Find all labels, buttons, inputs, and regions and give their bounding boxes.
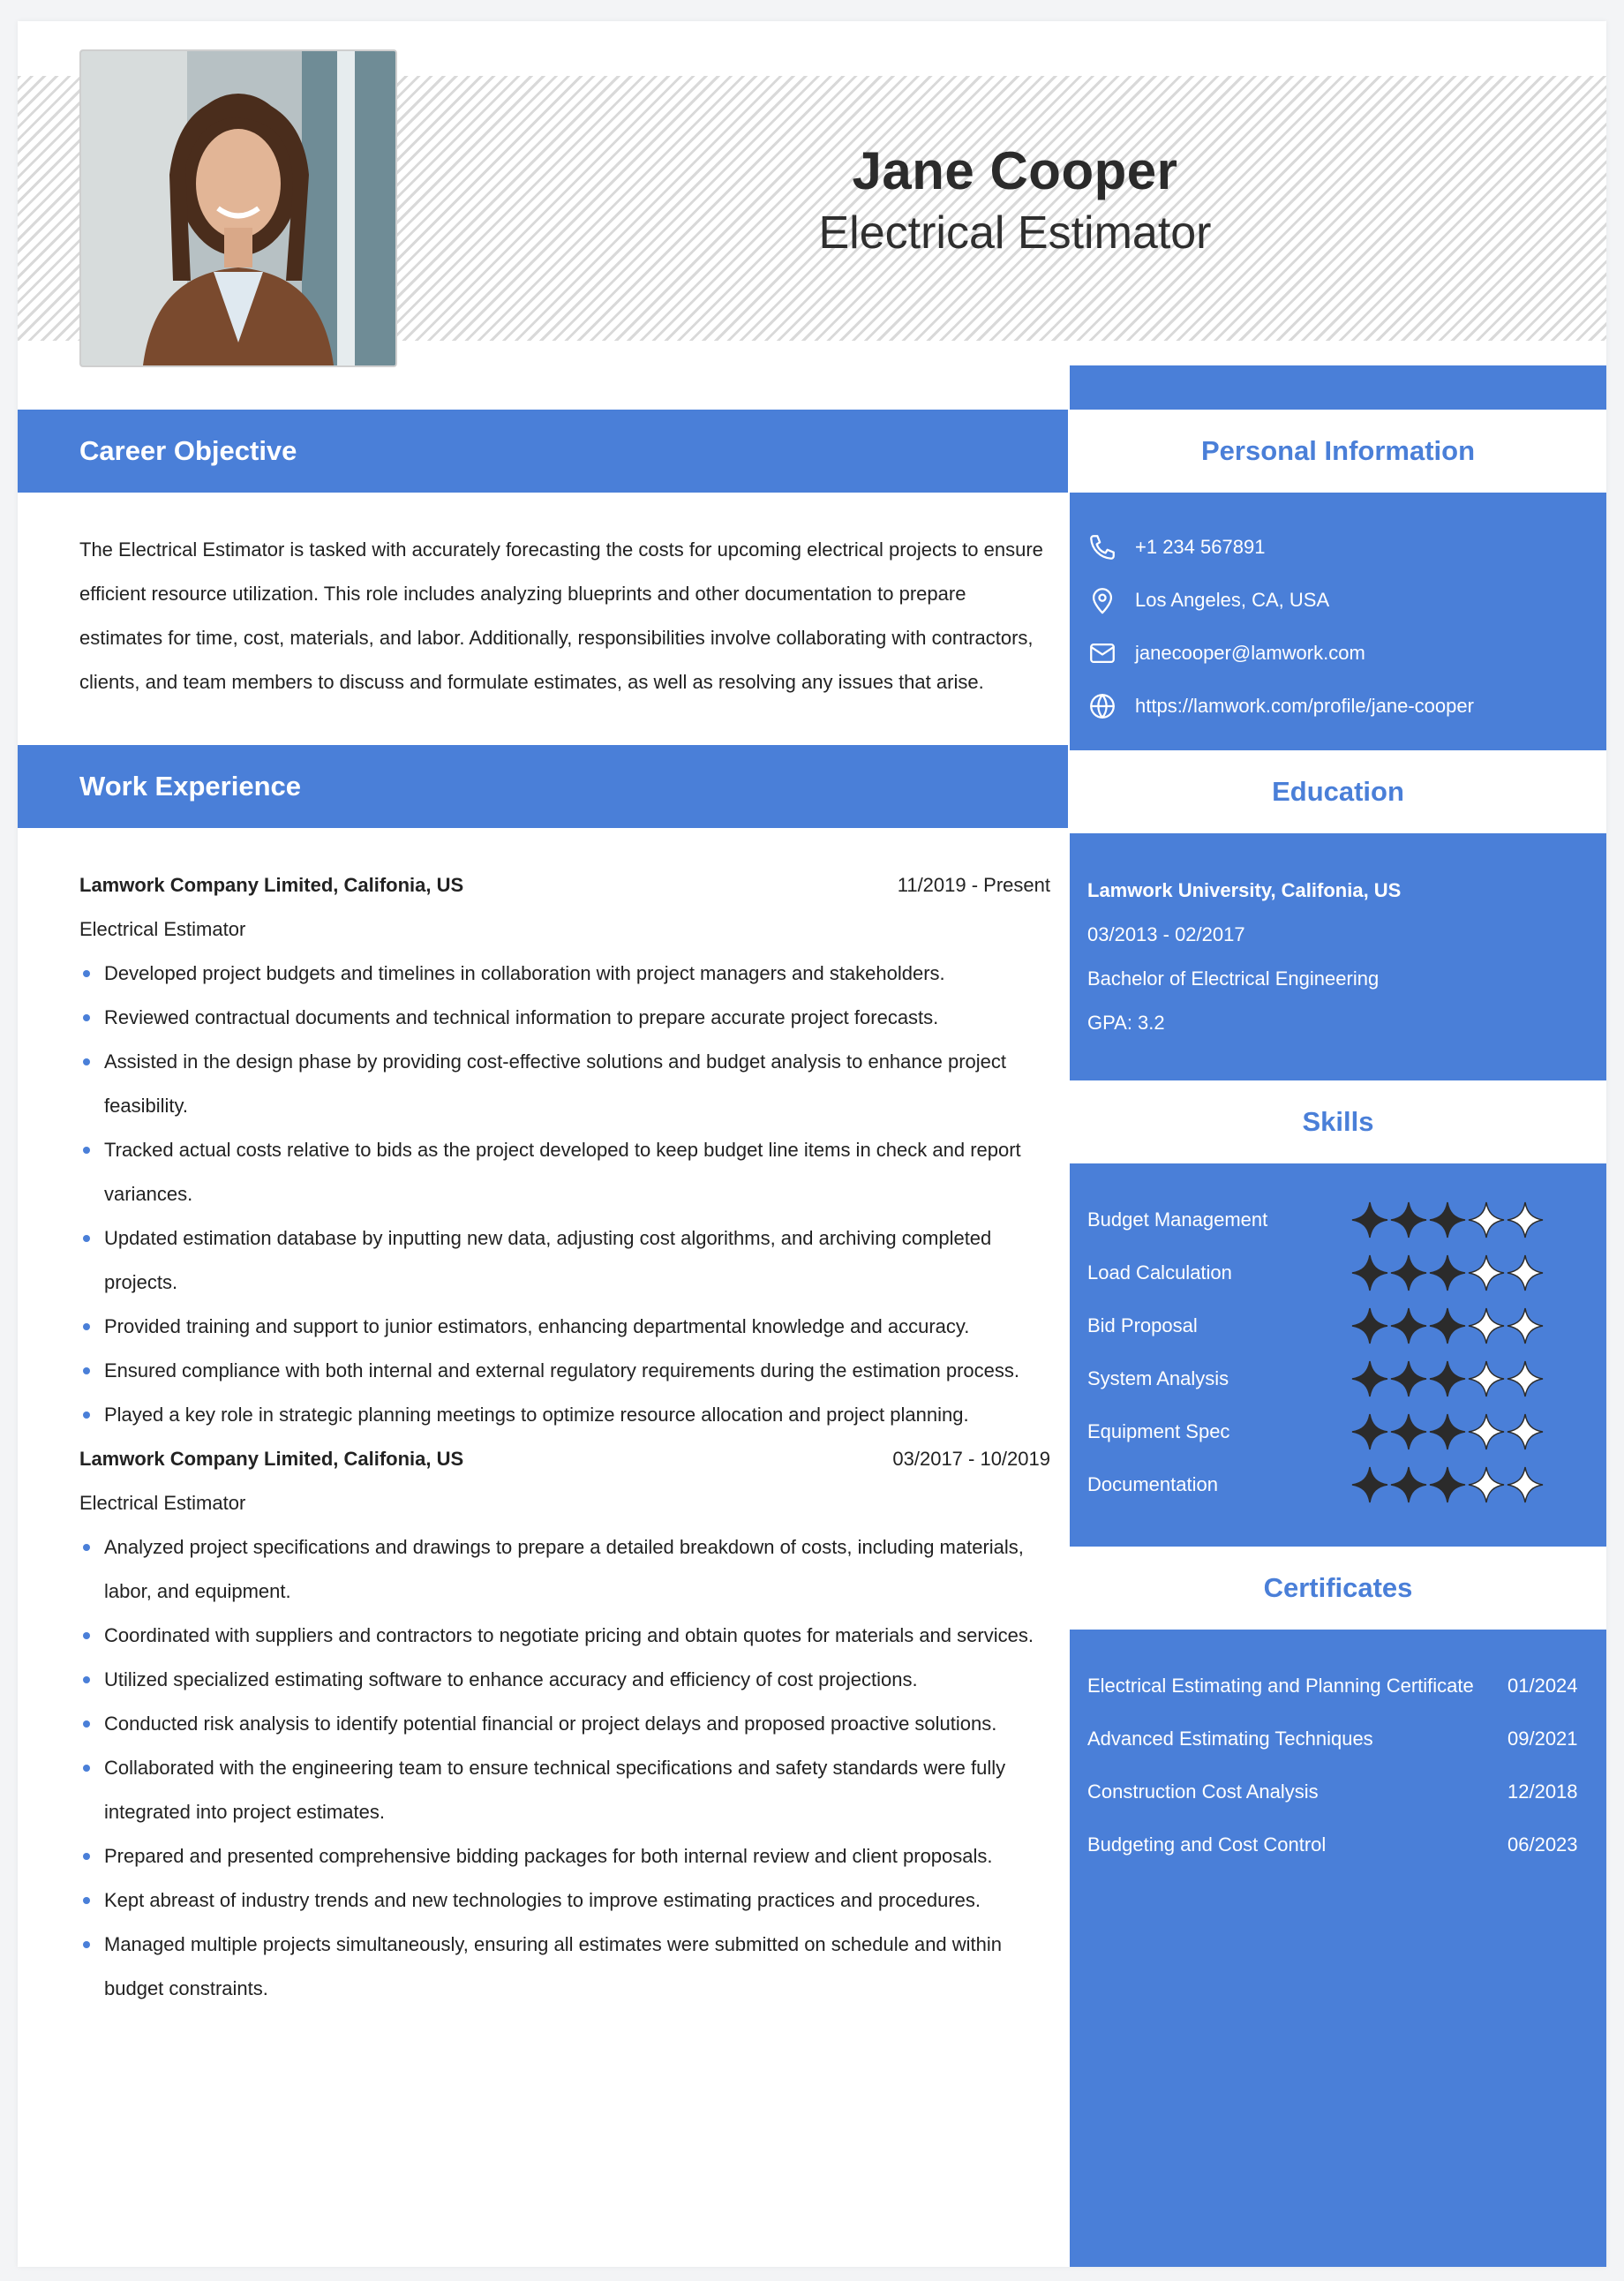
- skill-name: Budget Management: [1087, 1208, 1268, 1231]
- certificate-row: [1087, 1765, 1589, 1818]
- job-company: Lamwork Company Limited, Califonia, US: [79, 874, 464, 896]
- job-bullet: Tracked actual costs relative to bids as the project developed to keep budget line items in check and report variances.: [79, 1128, 1050, 1216]
- job-dates: 03/2017 - 10/2019: [892, 1448, 1050, 1470]
- skill-row: [1087, 1458, 1589, 1511]
- star-filled-icon: [1389, 1465, 1428, 1504]
- skill-row: [1087, 1246, 1589, 1299]
- star-filled-icon: [1350, 1359, 1389, 1398]
- contact-phone: [1087, 521, 1589, 574]
- certificates-heading: Certificates: [1070, 1547, 1606, 1630]
- certificate-name: Electrical Estimating and Planning Certificate: [1087, 1675, 1474, 1697]
- certificate-name: Advanced Estimating Techniques: [1087, 1728, 1373, 1750]
- star-empty-icon: [1506, 1201, 1545, 1239]
- star-filled-icon: [1428, 1306, 1467, 1345]
- email-text[interactable]: janecooper@lamwork.com: [1135, 642, 1365, 664]
- candidate-title: Electrical Estimator: [818, 207, 1212, 259]
- star-filled-icon: [1350, 1306, 1389, 1345]
- star-filled-icon: [1389, 1359, 1428, 1398]
- skill-rating: [1350, 1412, 1545, 1451]
- star-filled-icon: [1350, 1253, 1389, 1292]
- job-bullet: Reviewed contractual documents and technical information to prepare accurate project forecasts.: [79, 996, 1050, 1040]
- career-objective-text: The Electrical Estimator is tasked with accurately forecasting the costs for upcoming electrical projects to ensure efficient resource utilization. This role includes analyzing blueprints and other documentation to prepare estimates for time, cost, materials, and labor. Additionally, responsibilities involve collaborating with contractors, clients, and team members to discuss and formulate estimates, as well as resolving any issues that arise.: [79, 538, 1043, 693]
- job-header: [79, 863, 1050, 907]
- job-header: [79, 1437, 1050, 1481]
- job-bullet: Conducted risk analysis to identify potential financial or project delays and proposed proactive solutions.: [79, 1702, 1050, 1746]
- job-entry: [18, 863, 1068, 1437]
- job-bullet: Kept abreast of industry trends and new technologies to improve estimating practices and procedures.: [79, 1878, 1050, 1923]
- star-empty-icon: [1506, 1359, 1545, 1398]
- education-degree: Bachelor of Electrical Engineering: [1087, 967, 1380, 990]
- job-dates: 11/2019 - Present: [897, 874, 1050, 896]
- skill-row: [1087, 1405, 1589, 1458]
- personal-information-section: [1070, 493, 1606, 750]
- skill-rating: [1350, 1359, 1545, 1398]
- skill-row: [1087, 1193, 1589, 1246]
- star-empty-icon: [1467, 1465, 1506, 1504]
- skills-list: [1070, 1163, 1606, 1547]
- skill-rating: [1350, 1253, 1545, 1292]
- contact-website: [1087, 680, 1589, 733]
- star-filled-icon: [1350, 1465, 1389, 1504]
- candidate-name: Jane Cooper: [852, 141, 1178, 200]
- star-empty-icon: [1467, 1253, 1506, 1292]
- star-filled-icon: [1389, 1253, 1428, 1292]
- star-empty-icon: [1506, 1306, 1545, 1345]
- star-filled-icon: [1350, 1412, 1389, 1451]
- personal-information-heading: Personal Information: [1070, 410, 1606, 493]
- job-bullet: Assisted in the design phase by providing cost-effective solutions and budget analysis to enhance project feasibility.: [79, 1040, 1050, 1128]
- job-role: Electrical Estimator: [79, 918, 246, 940]
- skill-row: [1087, 1352, 1589, 1405]
- skill-row: [1087, 1299, 1589, 1352]
- skill-rating: [1350, 1306, 1545, 1345]
- name-block: [635, 140, 1395, 260]
- star-filled-icon: [1428, 1412, 1467, 1451]
- job-bullet: Utilized specialized estimating software to enhance accuracy and efficiency of cost projections.: [79, 1658, 1050, 1702]
- education-school: Lamwork University, Califonia, US: [1087, 879, 1402, 901]
- skill-name: System Analysis: [1087, 1367, 1229, 1389]
- skill-name: Load Calculation: [1087, 1261, 1232, 1284]
- job-bullet: Played a key role in strategic planning meetings to optimize resource allocation and project planning.: [79, 1393, 1050, 1437]
- star-filled-icon: [1428, 1465, 1467, 1504]
- certificate-date: 01/2024: [1507, 1675, 1578, 1697]
- education-gpa: GPA: 3.2: [1087, 1012, 1165, 1034]
- skill-name: Bid Proposal: [1087, 1314, 1198, 1336]
- job-bullet: Ensured compliance with both internal and external regulatory requirements during the estimation process.: [79, 1349, 1050, 1393]
- work-experience-heading: Work Experience: [18, 745, 1068, 828]
- certificate-row: [1087, 1660, 1589, 1713]
- certificate-name: Construction Cost Analysis: [1087, 1780, 1319, 1803]
- certificate-row: [1087, 1713, 1589, 1765]
- work-experience-list: [18, 828, 1068, 2011]
- main-column: [18, 410, 1068, 2011]
- skill-rating: [1350, 1465, 1545, 1504]
- skill-rating: [1350, 1201, 1545, 1239]
- job-bullet: Developed project budgets and timelines in collaboration with project managers and stakeholders.: [79, 952, 1050, 996]
- job-bullet: Prepared and presented comprehensive bidding packages for both internal review and client proposals.: [79, 1834, 1050, 1878]
- certificates-list: [1070, 1630, 1606, 1898]
- phone-icon: [1087, 532, 1117, 562]
- job-entry: [18, 1437, 1068, 2011]
- job-bullet: Provided training and support to junior estimators, enhancing departmental knowledge and accuracy.: [79, 1305, 1050, 1349]
- resume-page: [18, 21, 1606, 2267]
- certificate-date: 06/2023: [1507, 1833, 1578, 1856]
- job-bullet: Analyzed project specifications and drawings to prepare a detailed breakdown of costs, including materials, labor, and equipment.: [79, 1525, 1050, 1614]
- star-filled-icon: [1428, 1359, 1467, 1398]
- job-role: Electrical Estimator: [79, 1492, 246, 1514]
- star-filled-icon: [1389, 1201, 1428, 1239]
- location-text: Los Angeles, CA, USA: [1135, 589, 1330, 611]
- job-bullet: Updated estimation database by inputting new data, adjusting cost algorithms, and archiving completed projects.: [79, 1216, 1050, 1305]
- email-icon: [1087, 638, 1117, 668]
- job-bullet: Managed multiple projects simultaneously, ensuring all estimates were submitted on schedule and within budget constraints.: [79, 1923, 1050, 2011]
- job-bullet: Coordinated with suppliers and contractors to negotiate pricing and obtain quotes for materials and services.: [79, 1614, 1050, 1658]
- star-empty-icon: [1467, 1201, 1506, 1239]
- job-company: Lamwork Company Limited, Califonia, US: [79, 1448, 464, 1470]
- globe-icon: [1087, 691, 1117, 721]
- star-filled-icon: [1350, 1201, 1389, 1239]
- sidebar: [1070, 365, 1606, 2267]
- website-link[interactable]: https://lamwork.com/profile/jane-cooper: [1135, 695, 1474, 717]
- star-empty-icon: [1506, 1253, 1545, 1292]
- education-heading: Education: [1070, 750, 1606, 833]
- star-empty-icon: [1467, 1359, 1506, 1398]
- skill-name: Documentation: [1087, 1473, 1218, 1495]
- skill-name: Equipment Spec: [1087, 1420, 1230, 1442]
- job-bullets: [79, 1525, 1050, 2011]
- profile-photo: [79, 49, 397, 367]
- education-section: [1070, 833, 1606, 1080]
- certificate-date: 09/2021: [1507, 1728, 1578, 1750]
- job-bullets: [79, 952, 1050, 1437]
- certificate-date: 12/2018: [1507, 1780, 1578, 1803]
- star-filled-icon: [1389, 1412, 1428, 1451]
- certificate-name: Budgeting and Cost Control: [1087, 1833, 1327, 1856]
- star-filled-icon: [1428, 1201, 1467, 1239]
- star-empty-icon: [1467, 1412, 1506, 1451]
- education-dates: 03/2013 - 02/2017: [1087, 923, 1245, 945]
- star-empty-icon: [1506, 1465, 1545, 1504]
- certificate-row: [1087, 1818, 1589, 1871]
- star-filled-icon: [1389, 1306, 1428, 1345]
- star-empty-icon: [1506, 1412, 1545, 1451]
- skills-heading: Skills: [1070, 1080, 1606, 1163]
- star-filled-icon: [1428, 1253, 1467, 1292]
- star-empty-icon: [1467, 1306, 1506, 1345]
- job-bullet: Collaborated with the engineering team to ensure technical specifications and safety standards were fully integrated into project estimates.: [79, 1746, 1050, 1834]
- phone-text: +1 234 567891: [1135, 536, 1266, 558]
- contact-email: [1087, 627, 1589, 680]
- location-icon: [1087, 585, 1117, 615]
- career-objective-heading: Career Objective: [18, 410, 1068, 493]
- contact-location: [1087, 574, 1589, 627]
